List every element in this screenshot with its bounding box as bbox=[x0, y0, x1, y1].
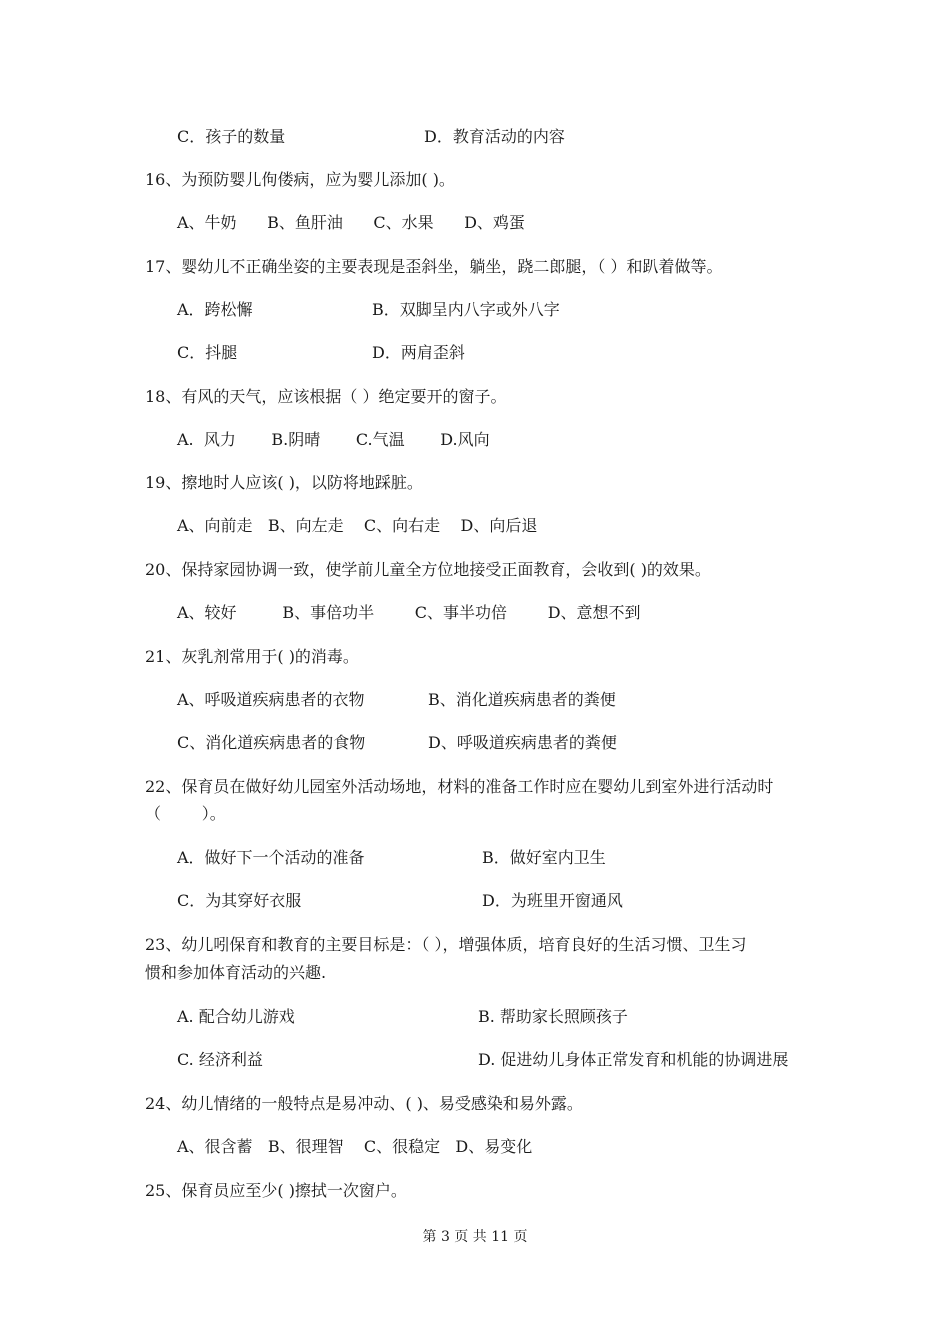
q21-option-a: A、呼吸道疾病患者的衣物 bbox=[177, 690, 365, 709]
q20-options: A、较好 B、事倍功半 C、事半功倍 D、意想不到 bbox=[177, 603, 641, 622]
q18-options: A. 风力 B.阴晴 C.气温 D.风向 bbox=[177, 430, 490, 449]
q16-options: A、牛奶 B、鱼肝油 C、水果 D、鸡蛋 bbox=[177, 213, 525, 232]
q21-option-b: B、消化道疾病患者的粪便 bbox=[428, 690, 616, 709]
q25-stem: 25、保育员应至少( )擦拭一次窗户。 bbox=[145, 1181, 407, 1200]
q15-option-d: D．教育活动的内容 bbox=[424, 127, 565, 146]
q23-stem-line1: 23、幼儿吲保育和教育的主要目标是：（ ），增强体质，培育良好的生活习惯、卫生习 bbox=[145, 935, 747, 954]
q23-option-a: A. 配合幼儿游戏 bbox=[177, 1007, 295, 1026]
q24-options: A、很含蓄 B、很理智 C、很稳定 D、易变化 bbox=[177, 1137, 533, 1156]
q22-option-d: D．为班里开窗通风 bbox=[482, 891, 623, 910]
q18-stem: 18、有风的天气，应该根据（ ）绝定要开的窗子。 bbox=[145, 387, 507, 406]
q22-stem-line2: （ ）。 bbox=[145, 804, 226, 823]
q17-option-d: D．两肩歪斜 bbox=[372, 343, 465, 362]
q21-option-c: C、消化道疾病患者的食物 bbox=[177, 733, 366, 752]
q17-option-b: B．双脚呈内八字或外八字 bbox=[372, 300, 560, 319]
q23-option-c: C. 经济利益 bbox=[177, 1050, 263, 1069]
q17-stem: 17、婴幼儿不正确坐姿的主要表现是歪斜坐，躺坐，跷二郎腿，（ ）和趴着做等。 bbox=[145, 257, 723, 276]
q23-option-d: D. 促进幼儿身体正常发育和机能的协调进展 bbox=[478, 1050, 789, 1069]
q20-stem: 20、保持家园协调一致，使学前儿童全方位地接受正面教育，会收到( )的效果。 bbox=[145, 560, 711, 579]
q19-stem: 19、擦地时人应该( )，以防将地踩脏。 bbox=[145, 473, 423, 492]
q22-option-a: A．做好下一个活动的准备 bbox=[177, 848, 365, 867]
q15-option-c: C．孩子的数量 bbox=[177, 127, 286, 146]
q21-stem: 21、灰乳剂常用于( )的消毒。 bbox=[145, 647, 359, 666]
page-footer: 第 3 页 共 11 页 bbox=[422, 1229, 528, 1245]
q22-option-c: C．为其穿好衣服 bbox=[177, 891, 302, 910]
q22-stem-line1: 22、保育员在做好幼儿园室外活动场地，材料的准备工作时应在婴幼儿到室外进行活动时 bbox=[145, 777, 774, 796]
q21-option-d: D、呼吸道疾病患者的粪便 bbox=[428, 733, 617, 752]
q17-option-a: A．跨松懈 bbox=[177, 300, 253, 319]
q23-option-b: B. 帮助家长照顾孩子 bbox=[478, 1007, 628, 1026]
q22-option-b: B．做好室内卫生 bbox=[482, 848, 606, 867]
q23-stem-line2: 惯和参加体育活动的兴趣. bbox=[145, 963, 327, 982]
q24-stem: 24、幼儿情绪的一般特点是易冲动、( )、易受感染和易外露。 bbox=[145, 1094, 583, 1113]
q16-stem: 16、为预防婴儿佝偻病，应为婴儿添加( )。 bbox=[145, 170, 455, 189]
q17-option-c: C．抖腿 bbox=[177, 343, 238, 362]
q19-options: A、向前走 B、向左走 C、向右走 D、向后退 bbox=[177, 516, 538, 535]
